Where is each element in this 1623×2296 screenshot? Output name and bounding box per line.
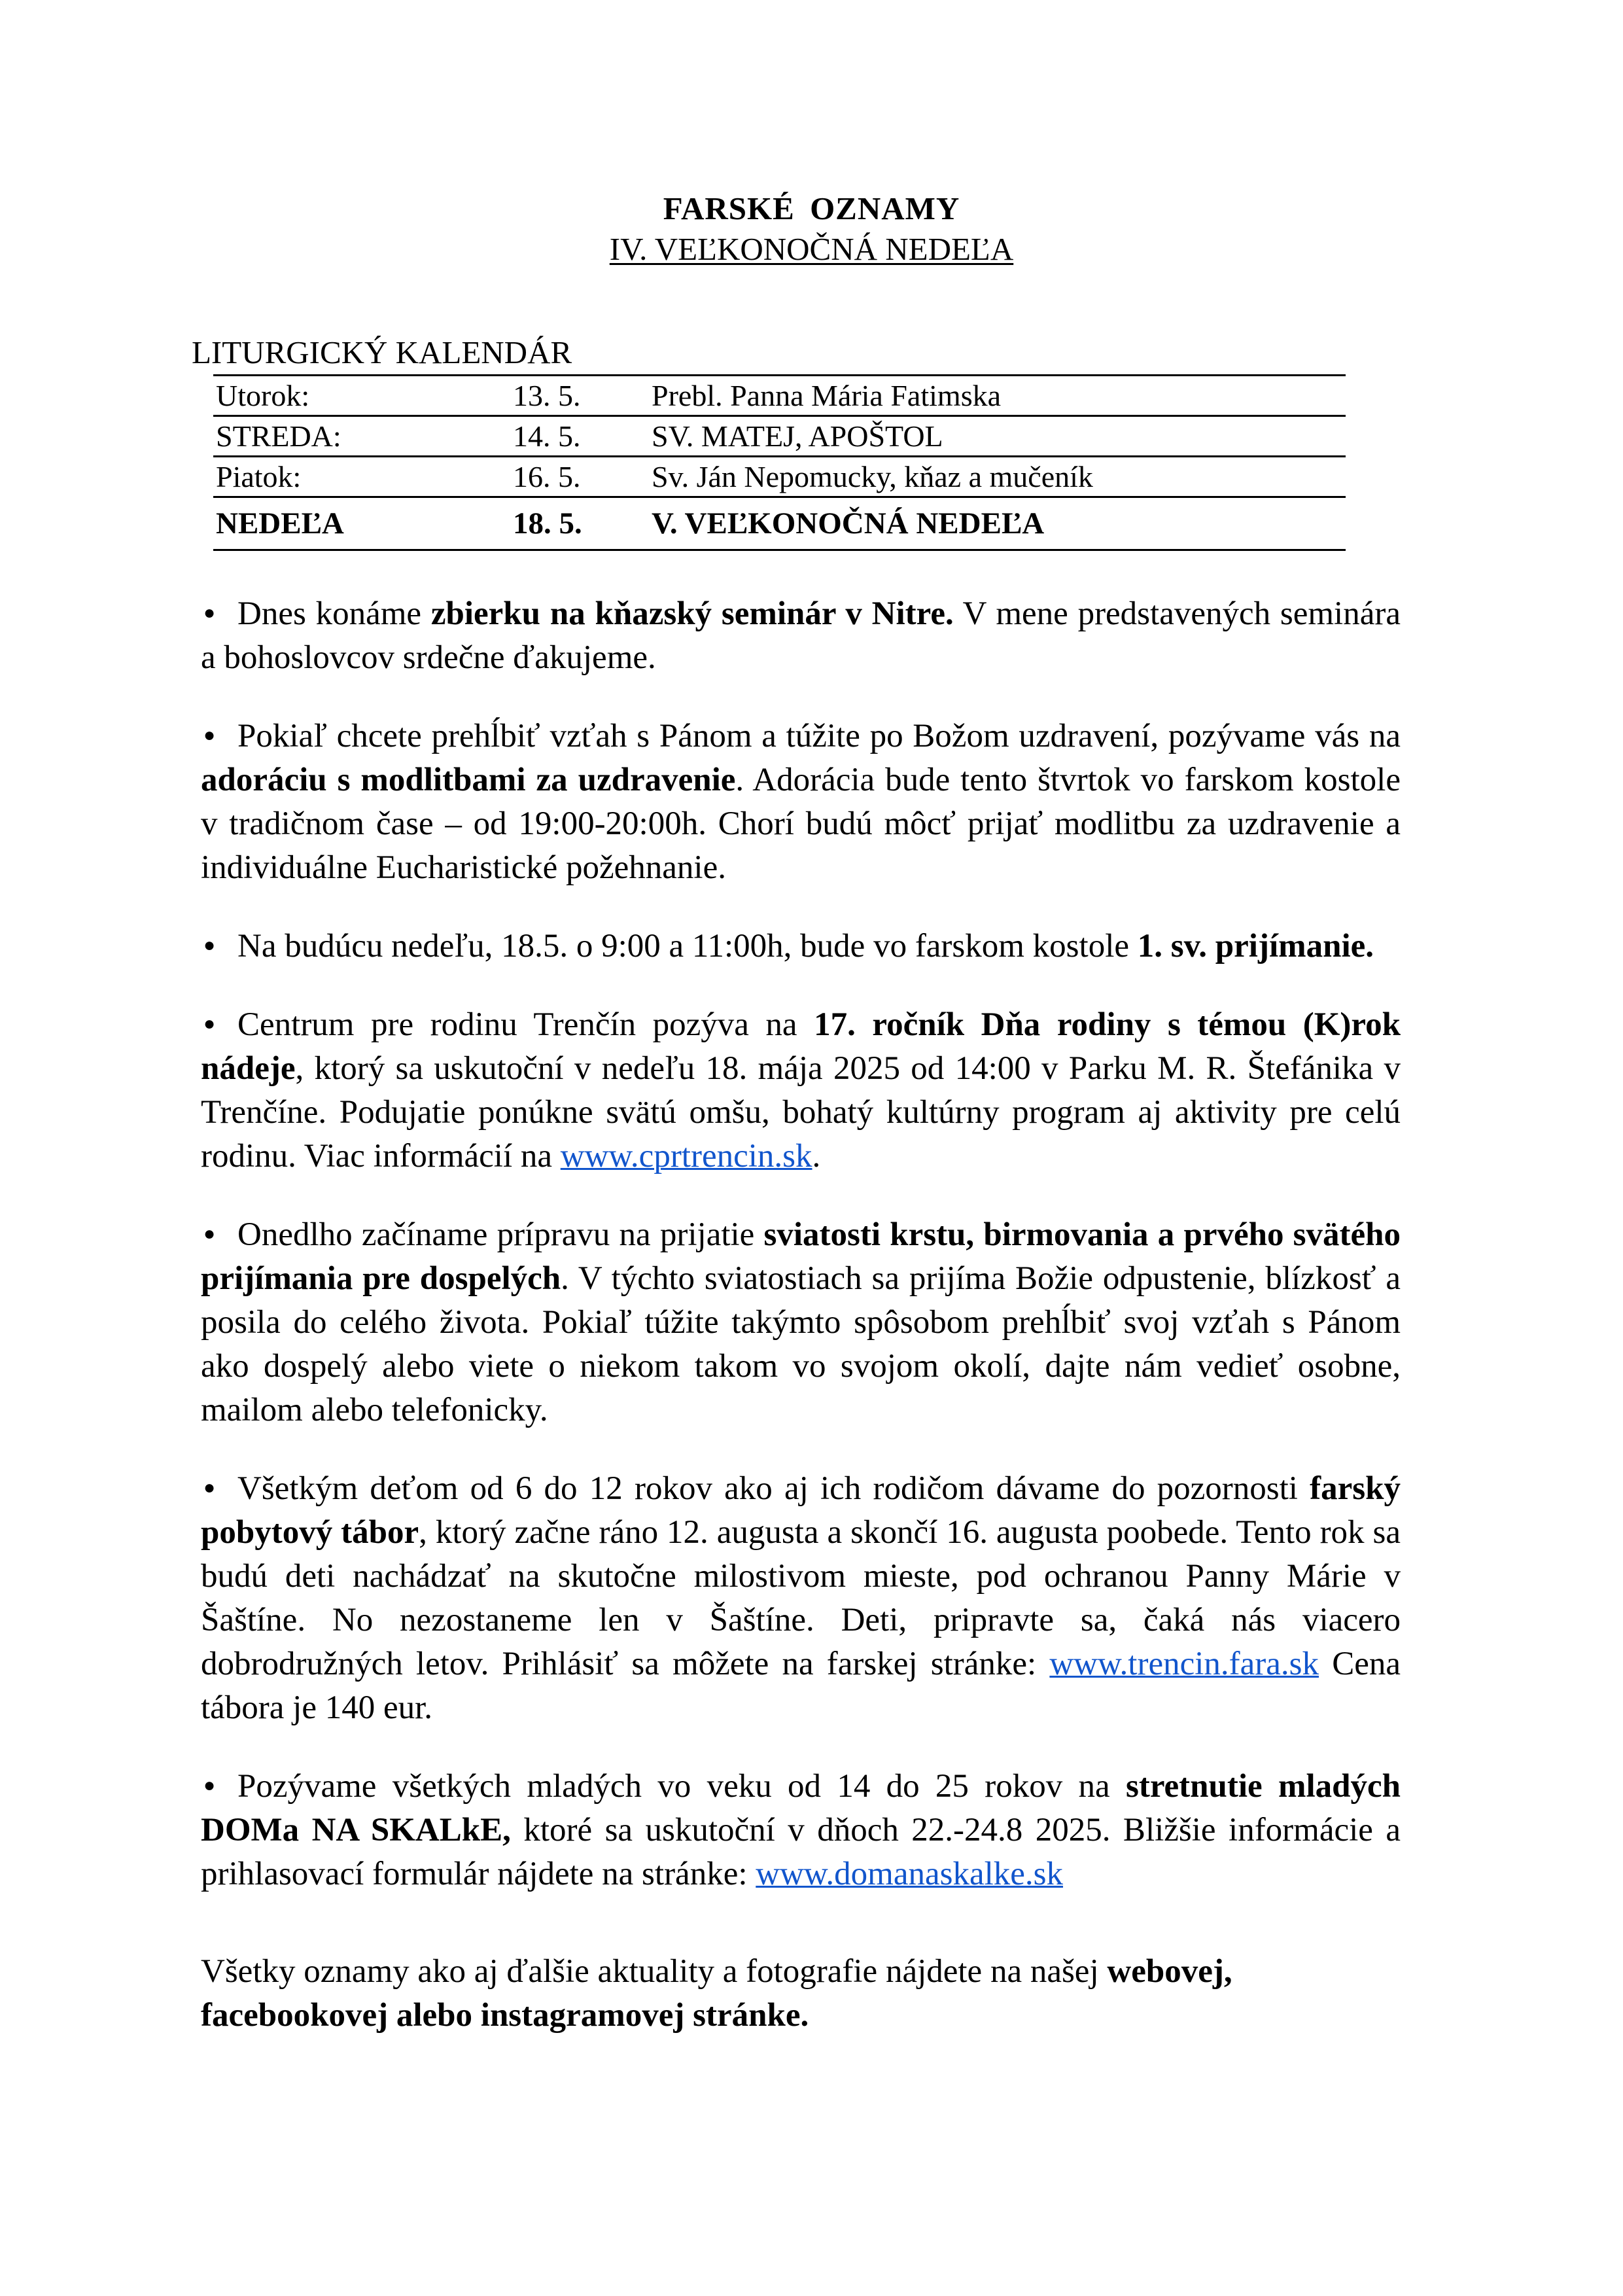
bullet-icon: ● xyxy=(203,724,216,746)
calendar-feast: V. VEĽKONOČNÁ NEDEĽA xyxy=(652,506,1045,540)
trencin-fara-link[interactable]: www.trencin.fara.sk xyxy=(1049,1646,1319,1682)
calendar-date: 18. 5. xyxy=(513,506,582,540)
announcement-highlight: stretnutie mladých DOMa NA SKALkE, xyxy=(201,1768,1401,1848)
announcement-text: V mene predstavených seminára a bohoslovcov srdečne ďakujeme. xyxy=(201,595,1401,676)
bullet-icon: ● xyxy=(203,1013,216,1034)
footer-text: Všetky oznamy ako aj ďalšie aktuality a fotografie nájdete na našej xyxy=(201,1953,1108,1990)
page-title: FARSKÉ OZNAMY xyxy=(663,190,960,226)
announcement-highlight: adoráciu s modlitbami za uzdravenie xyxy=(201,762,736,798)
announcement-item xyxy=(201,591,1401,680)
bullet-icon: ● xyxy=(203,1477,216,1498)
announcement-text: Na budúcu nedeľu, 18.5. o 9:00 a 11:00h, bude vo farskom kostole xyxy=(237,928,1138,964)
announcement-text: Pokiaľ chcete prehĺbiť vzťah s Pánom a túžite po Božom uzdravení, pozývame vás na xyxy=(237,718,1401,754)
cprtrencin-link[interactable]: www.cprtrencin.sk xyxy=(560,1138,812,1174)
calendar-row xyxy=(213,457,1346,498)
calendar-heading: LITURGICKÝ KALENDÁR xyxy=(192,334,572,370)
announcement-item xyxy=(201,1466,1401,1730)
calendar-day: STREDA: xyxy=(216,419,341,453)
announcement-text: Centrum pre rodinu Trenčín pozýva na xyxy=(237,1006,814,1043)
domanaskalke-link[interactable]: www.domanaskalke.sk xyxy=(756,1856,1064,1892)
announcement-highlight: sviatosti krstu, birmovania a prvého svätého prijímania pre dospelých xyxy=(201,1216,1401,1297)
bullet-icon: ● xyxy=(203,934,216,956)
footer-note xyxy=(201,1950,1401,2038)
calendar-row-sunday xyxy=(213,498,1346,551)
calendar-date: 14. 5. xyxy=(513,419,581,453)
announcement-text: . xyxy=(812,1138,821,1174)
announcement-text: Cena tábora je 140 eur. xyxy=(201,1646,1401,1726)
bullet-icon: ● xyxy=(203,1223,216,1245)
announcement-item xyxy=(201,1212,1401,1432)
bullet-icon: ● xyxy=(203,1775,216,1796)
announcement-list xyxy=(201,591,1401,1896)
announcement-text: Dnes konáme xyxy=(237,595,431,632)
announcement-text: , ktorý začne ráno 12. augusta a skončí 16. augusta poobede. Tento rok sa budú deti nachádzať na skutočne milostivom mieste, pod ochranou Panny Márie v Šaštíne. No nezostaneme len v Šaštíne. Deti, pripravte sa, čaká nás viacero dobrodružných letov. Prihlásiť sa môžete na farskej stránke: xyxy=(201,1514,1401,1682)
announcement-text: . V týchto sviatostiach sa prijíma Božie odpustenie, blízkosť a posila do celého života. Pokiaľ túžite takýmto spôsobom prehĺbiť svoj vzťah s Pánom ako dospelý alebo viete o niekom takom vo svojom okolí, dajte nám vedieť osobne, mailom alebo telefonicky. xyxy=(201,1260,1401,1428)
announcement-highlight: farský pobytový tábor xyxy=(201,1470,1401,1551)
calendar-feast: SV. MATEJ, APOŠTOL xyxy=(652,419,943,453)
announcement-item xyxy=(201,1763,1401,1896)
announcement-highlight: 17. ročník Dňa rodiny s témou (K)rok nádeje xyxy=(201,1006,1401,1087)
announcement-item xyxy=(201,923,1401,968)
announcement-item xyxy=(201,1002,1401,1178)
announcement-item xyxy=(201,713,1401,890)
announcement-highlight: zbierku na kňazský seminár v Nitre. xyxy=(430,595,954,632)
calendar-feast: Sv. Ján Nepomucky, kňaz a mučeník xyxy=(652,460,1093,493)
announcement-text: , ktorý sa uskutoční v nedeľu 18. mája 2025 od 14:00 v Parku M. R. Štefánika v Trenčíne. Podujatie ponúkne svätú omšu, bohatý kultúrny program aj aktivity pre celú rodinu. Viac informácií na xyxy=(201,1050,1401,1174)
bullet-icon: ● xyxy=(203,602,216,624)
header xyxy=(0,188,1623,270)
announcement-text: ktoré sa uskutoční v dňoch 22.-24.8 2025. Bližšie informácie a prihlasovací formulár nájdete na stránke: xyxy=(201,1812,1401,1892)
calendar-date: 16. 5. xyxy=(513,460,581,493)
calendar-day: Utorok: xyxy=(216,379,310,412)
calendar-row xyxy=(213,376,1346,417)
calendar-day: Piatok: xyxy=(216,460,302,493)
announcement-text: Všetkým deťom od 6 do 12 rokov ako aj ich rodičom dávame do pozornosti xyxy=(237,1470,1310,1507)
announcement-highlight: 1. sv. prijímanie. xyxy=(1137,928,1374,964)
calendar-row xyxy=(213,417,1346,457)
calendar-feast: Prebl. Panna Mária Fatimska xyxy=(652,379,1002,412)
page-subtitle: IV. VEĽKONOČNÁ NEDEĽA xyxy=(609,231,1014,267)
announcement-text: Onedlho začíname prípravu na prijatie xyxy=(237,1216,764,1253)
announcement-text: . Adorácia bude tento štvrtok vo farskom kostole v tradičnom čase – od 19:00-20:00h. Chorí budú môcť prijať modlitbu za uzdravenie a individuálne Eucharistické požehnanie. xyxy=(201,762,1401,886)
footer-highlight: webovej, facebookovej alebo instagramovej stránke. xyxy=(201,1953,1232,2034)
calendar-day: NEDEĽA xyxy=(216,506,344,540)
announcement-text: Pozývame všetkých mladých vo veku od 14 do 25 rokov na xyxy=(237,1768,1126,1805)
calendar-date: 13. 5. xyxy=(513,379,581,412)
liturgical-calendar-table xyxy=(213,374,1346,551)
